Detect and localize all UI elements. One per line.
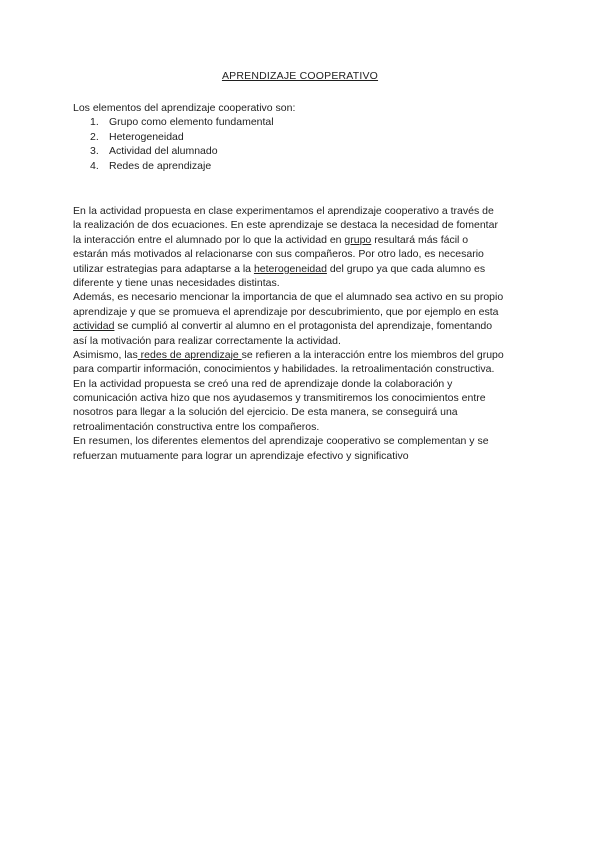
list-item	[90, 144, 274, 159]
text-segment: utilizar estrategias para adaptarse a la	[73, 262, 254, 275]
list-item-number: 4.	[90, 159, 99, 172]
text-line: En resumen, los diferentes elementos del aprendizaje cooperativo se complementan y se	[73, 435, 489, 448]
list-item	[90, 130, 274, 145]
text-line: diferente y tiene unas necesidades distintas.	[73, 276, 280, 289]
list-item-label: Redes de aprendizaje	[109, 159, 212, 172]
text-line: aprendizaje y que se promueva el aprendizaje por descubrimiento, que por ejemplo en esta	[73, 305, 499, 318]
text-line	[73, 348, 533, 362]
document-title: APRENDIZAJE COOPERATIVO	[221, 70, 379, 82]
list-item-number: 2.	[90, 130, 99, 143]
text-segment: Asimismo, las	[73, 348, 138, 361]
text-line: refuerzan mutuamente para lograr un aprendizaje efectivo y significativo	[73, 449, 409, 462]
list-item	[90, 159, 274, 174]
text-segment: resultará más fácil o	[371, 233, 469, 246]
body-paragraphs	[73, 204, 533, 463]
text-line	[73, 233, 533, 247]
list-item-label: Grupo como elemento fundamental	[109, 116, 274, 128]
text-line	[73, 319, 533, 333]
text-line: para compartir información, conocimientos y habilidades. la retroalimentación constructiva.	[73, 363, 495, 376]
text-segment: se cumplió al convertir al alumno en el protagonista del aprendizaje, fomentando	[114, 320, 493, 333]
text-segment: la interacción entre el alumnado por lo que la actividad en	[73, 233, 345, 246]
text-line: estarán más motivados al relacionarse con sus compañeros. Por otro lado, es necesario	[73, 248, 484, 261]
text-line: Además, es necesario mencionar la importancia de que el alumnado sea activo en su propio	[73, 291, 504, 304]
elements-list	[90, 115, 274, 173]
text-line: nosotros para llegar a la solución del ejercicio. De esta manera, se conseguirá una	[73, 406, 458, 419]
underlined-word-actividad: actividad	[73, 320, 115, 333]
list-item-number: 1.	[90, 116, 99, 128]
text-line: retroalimentación constructiva entre los compañeros.	[73, 420, 320, 433]
list-item-label: Actividad del alumnado	[109, 145, 218, 157]
underlined-word-heterogeneidad: heterogeneidad	[253, 262, 327, 275]
intro-sentence: Los elementos del aprendizaje cooperativo son:	[73, 102, 296, 114]
list-item-number: 3.	[90, 145, 99, 157]
text-segment: del grupo ya que cada alumno es	[326, 262, 486, 275]
text-segment: se refieren a la interacción entre los miembros del grupo	[241, 348, 504, 361]
underlined-word-grupo: grupo	[344, 233, 372, 246]
text-line: comunicación activa hizo que nos ayudasemos y transmitiremos los conocimientos entre	[73, 392, 486, 405]
text-line: En la actividad propuesta se creó una red de aprendizaje donde la colaboración y	[73, 377, 453, 390]
text-line: En la actividad propuesta en clase experimentamos el aprendizaje cooperativo a través de	[73, 205, 494, 217]
list-item	[90, 115, 274, 130]
text-line: así la motivación para realizar correctamente la actividad.	[73, 334, 341, 347]
underlined-phrase-redes-de-aprendizaje: redes de aprendizaje	[137, 348, 242, 361]
list-item-label: Heterogeneidad	[109, 130, 184, 143]
text-line	[73, 262, 533, 276]
text-line: la realización de dos ecuaciones. En este aprendizaje se destaca la necesidad de fomentar	[73, 219, 498, 232]
